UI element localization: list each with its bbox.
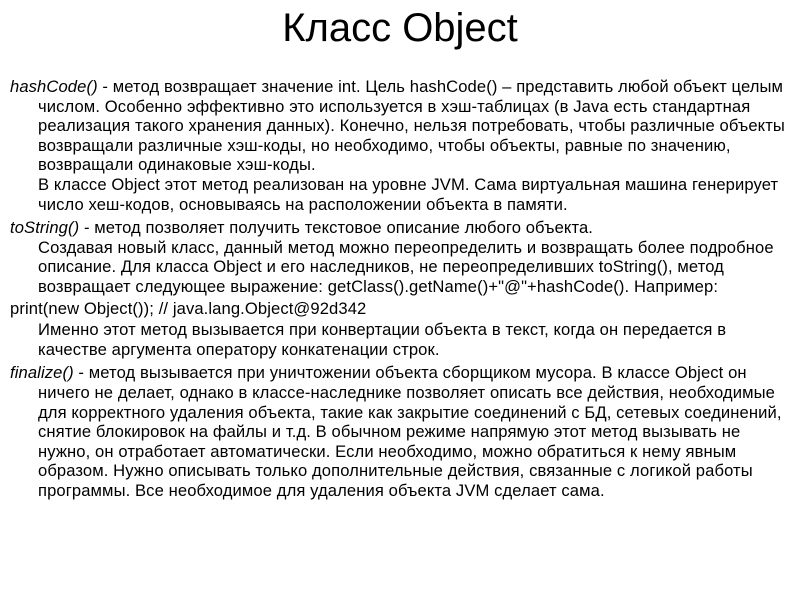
finalize-description: - метод вызывается при уничтожении объекта сборщиком мусора. В классе Object он ничего не делает, однако в классе-наследнике позволяет описать все действия, необходимые для корректного удаления объекта, такие как закрытие соединений с БД, сетевых соединений, снятие блокировок на файлы и т.д. В обычном режиме напрямую этот метод вызывать не нужно, он отработает автоматически. Если необходимо, можно обратиться к нему явным образом. Нужно описывать только дополнительные действия, связанные с логикой работы программы. Все необходимое для удаления объекта JVM сделает сама. — [38, 363, 782, 500]
tostring-term: toString() — [10, 218, 80, 238]
tostring-description: - метод позволяет получить текстовое описание любого объекта. — [79, 218, 594, 238]
tostring-example: print(new Object()); // java.lang.Object@92d342 — [10, 298, 367, 318]
hashcode-description: - метод возвращает значение int. Цель hashCode() – представить любой объект целым числом. Особенно эффективно это используется в хэш-таблицах (в Java есть стандартная реализация такого хранения данных). Конечно, нельзя потребовать, чтобы различные объекты возвращали различные хэш-коды, но необходимо, чтобы объекты, равные по значению, возвращали одинаковые хэш-коды. — [38, 77, 785, 175]
finalize-term: finalize() — [10, 363, 74, 383]
hashcode-paragraph — [10, 77, 796, 175]
slide-title: Класс Object — [282, 6, 518, 50]
slide-content — [10, 77, 796, 500]
hashcode-term: hashCode() — [10, 77, 98, 96]
finalize-paragraph — [10, 363, 796, 500]
tostring-paragraph — [10, 218, 796, 238]
hashcode-jvm-note: В классе Object этот метод реализован на уровне JVM. Сама виртуальная машина генерирует число хеш-кодов, основываясь на расположении объекта в памяти. — [38, 174, 779, 214]
tostring-details: Создавая новый класс, данный метод можно переопределить и возвращать более подробное описание. Для класса Object и его наследников, не переопределивших toString(), метод возвращает следующее выражение: getClass().getName()+"@"+hashCode(). Например: — [38, 237, 774, 296]
tostring-note: Именно этот метод вызывается при конвертации объекта в текст, когда он передается в качестве аргумента оператору конкатенации строк. — [38, 320, 727, 359]
